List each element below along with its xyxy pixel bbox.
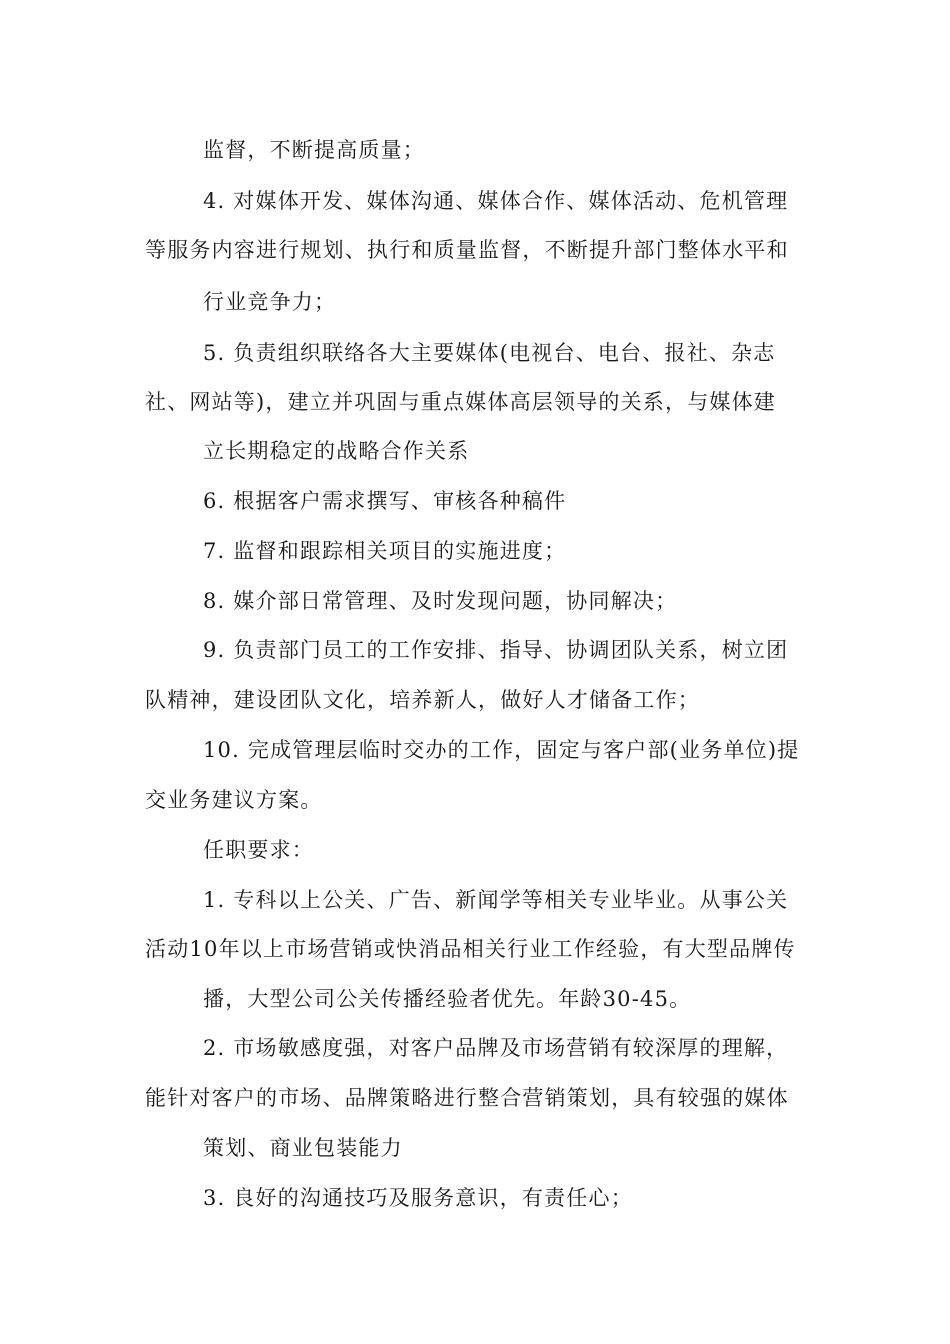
requirement-1-line-3: 播，大型公司公关传播经验者优先。年龄30-45。: [203, 987, 692, 1011]
list-item-4-line-2: 等服务内容进行规划、执行和质量监督，不断提升部门整体水平和: [145, 238, 789, 262]
list-item-5-line-3: 立长期稳定的战略合作关系: [203, 439, 470, 463]
section-heading-requirements: 任职要求：: [203, 838, 314, 862]
list-item-10-line-2: 交业务建议方案。: [145, 788, 323, 812]
text-line: 监督，不断提高质量；: [203, 138, 425, 162]
list-item-8: 8. 媒介部日常管理、及时发现问题，协同解决；: [203, 589, 678, 613]
requirement-2-line-2: 能针对客户的市场、品牌策略进行整合营销策划，具有较强的媒体: [145, 1086, 789, 1110]
requirement-2-line-1: 2. 市场敏感度强，对客户品牌及市场营销有较深厚的理解，: [203, 1036, 789, 1060]
requirement-1-line-1: 1. 专科以上公关、广告、新闻学等相关专业毕业。从事公关: [203, 888, 789, 912]
requirement-3: 3. 良好的沟通技巧及服务意识，有责任心；: [203, 1186, 633, 1210]
list-item-7: 7. 监督和跟踪相关项目的实施进度；: [203, 539, 567, 563]
list-item-9-line-2: 队精神，建设团队文化，培养新人，做好人才储备工作；: [145, 688, 700, 712]
requirement-2-line-3: 策划、商业包装能力: [203, 1136, 403, 1160]
requirement-1-line-2: 活动10年以上市场营销或快消品相关行业工作经验，有大型品牌传: [145, 937, 796, 961]
list-item-5-line-2: 社、网站等)，建立并巩固与重点媒体高层领导的关系，与媒体建: [145, 390, 776, 414]
list-item-6: 6. 根据客户需求撰写、审核各种稿件: [203, 489, 567, 513]
list-item-4-line-3: 行业竞争力；: [203, 290, 337, 314]
list-item-10-line-1: 10. 完成管理层临时交办的工作，固定与客户部(业务单位)提: [203, 738, 800, 762]
list-item-4-line-1: 4. 对媒体开发、媒体沟通、媒体合作、媒体活动、危机管理: [203, 189, 789, 213]
list-item-9-line-1: 9. 负责部门员工的工作安排、指导、协调团队关系，树立团: [203, 638, 789, 662]
list-item-5-line-1: 5. 负责组织联络各大主要媒体(电视台、电台、报社、杂志: [203, 341, 776, 365]
